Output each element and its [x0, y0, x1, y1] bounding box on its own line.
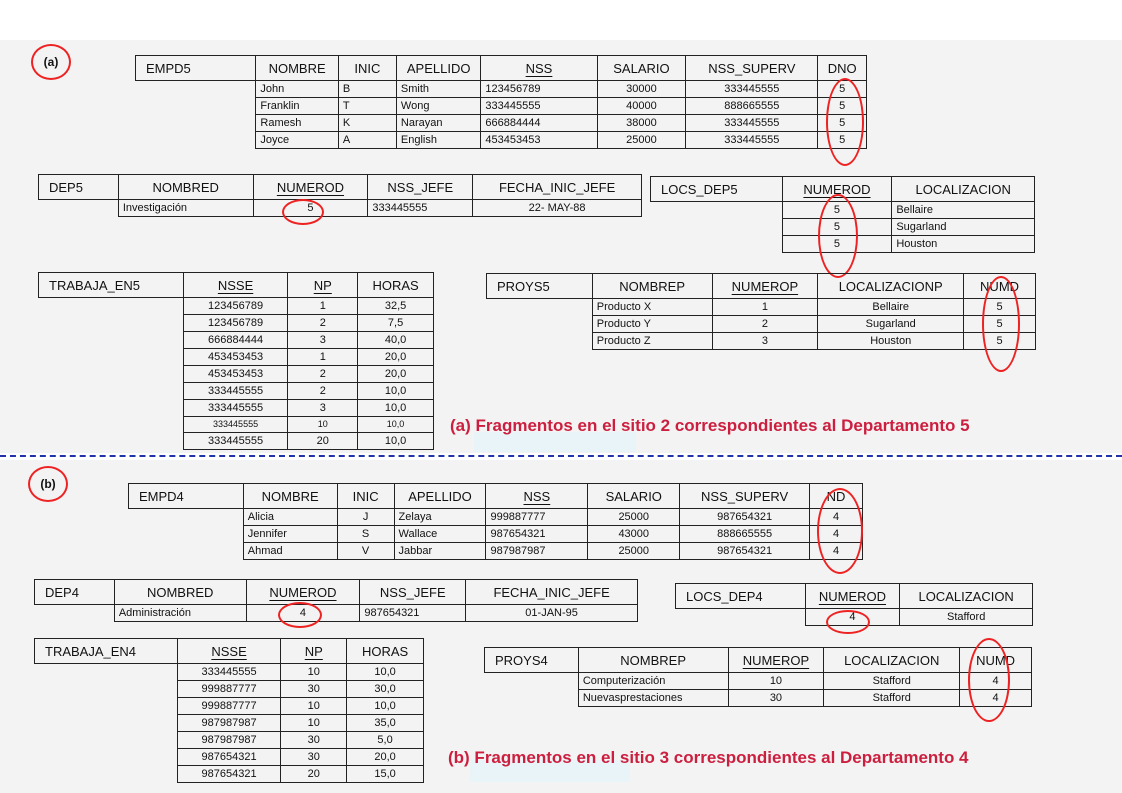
table-cell: Jabbar [394, 543, 486, 560]
column-header: ND [810, 484, 863, 509]
column-header: NUMD [964, 274, 1036, 299]
table-cell: 20,0 [358, 349, 434, 366]
table-cell: 3 [288, 400, 358, 417]
table-cell: Administración [114, 605, 246, 622]
column-header: FECHA_INIC_JEFE [466, 580, 638, 605]
column-header: APELLIDO [394, 484, 486, 509]
relation-name: EMPD4 [129, 484, 244, 509]
column-header: NSS_SUPERV [680, 484, 810, 509]
table-cell: 999887777 [177, 681, 281, 698]
table-row [35, 681, 424, 698]
relation-name: LOCS_DEP5 [651, 177, 783, 202]
table-cell: 333445555 [183, 400, 288, 417]
blank-cell [39, 298, 184, 315]
table-cell: 987654321 [177, 749, 281, 766]
table-cell: 4 [810, 543, 863, 560]
table-cell: 333445555 [177, 664, 281, 681]
table-cell: 5 [253, 200, 368, 217]
blank-cell [35, 664, 178, 681]
table-empd4 [128, 483, 863, 560]
column-header: NSS_SUPERV [686, 56, 818, 81]
table-cell: B [338, 81, 396, 98]
table-cell: 4 [960, 673, 1032, 690]
section-label-b: (b) [28, 466, 68, 502]
table-header [35, 639, 424, 664]
column-header: FECHA_INIC_JEFE [473, 175, 642, 200]
table-cell: 38000 [597, 115, 686, 132]
blank-cell [129, 526, 244, 543]
table-cell: 30 [281, 749, 347, 766]
blank-cell [676, 609, 806, 626]
table-cell: Producto Z [592, 333, 712, 350]
table-cell: 888665555 [680, 526, 810, 543]
table-cell: S [337, 526, 394, 543]
table-trabaja-en4 [34, 638, 424, 783]
table-cell: 5 [818, 115, 867, 132]
section-label-a: (a) [31, 44, 71, 80]
table-cell: 1 [712, 299, 818, 316]
table-cell: 1 [288, 349, 358, 366]
table-cell: Ahmad [243, 543, 337, 560]
blank-cell [487, 333, 593, 350]
table-cell: 5 [818, 81, 867, 98]
table-header [487, 274, 1036, 299]
table-cell: T [338, 98, 396, 115]
table-cell: Houston [892, 236, 1035, 253]
table-cell: 453453453 [481, 132, 597, 149]
table-cell: Franklin [256, 98, 338, 115]
table-cell: Houston [818, 333, 964, 350]
table-cell: 43000 [588, 526, 680, 543]
table-row [35, 766, 424, 783]
relation-name: EMPD5 [136, 56, 256, 81]
table-row [35, 664, 424, 681]
table-cell: 333445555 [686, 115, 818, 132]
blank-cell [487, 299, 593, 316]
table-header [39, 273, 434, 298]
column-header: SALARIO [588, 484, 680, 509]
column-header: LOCALIZACION [824, 648, 960, 673]
column-header: HORAS [358, 273, 434, 298]
table-row [129, 543, 863, 560]
blank-cell [35, 715, 178, 732]
blank-cell [136, 98, 256, 115]
table-cell: 20,0 [347, 749, 424, 766]
blank-cell [35, 766, 178, 783]
table-cell: 123456789 [183, 315, 288, 332]
table-row [35, 715, 424, 732]
blank-cell [35, 605, 115, 622]
table-row [39, 298, 434, 315]
relation-name: LOCS_DEP4 [676, 584, 806, 609]
column-header: NOMBREP [578, 648, 728, 673]
table-cell: 30 [728, 690, 824, 707]
column-header: NUMEROP [712, 274, 818, 299]
table-cell: 20,0 [358, 366, 434, 383]
table-header [136, 56, 867, 81]
table-cell: K [338, 115, 396, 132]
table-cell: 987654321 [360, 605, 466, 622]
column-header: NP [281, 639, 347, 664]
table-row [39, 200, 642, 217]
table-header [676, 584, 1033, 609]
table-cell: 10 [288, 417, 358, 433]
column-header: NOMBREP [592, 274, 712, 299]
column-header: LOCALIZACION [900, 584, 1033, 609]
table-header [35, 580, 638, 605]
table-row [39, 417, 434, 433]
column-header: NUMEROD [805, 584, 900, 609]
table-row [35, 732, 424, 749]
column-header: NSS_JEFE [368, 175, 473, 200]
blank-cell [39, 433, 184, 450]
table-cell: 5 [964, 316, 1036, 333]
table-row [136, 98, 867, 115]
table-row [129, 509, 863, 526]
table-header [129, 484, 863, 509]
table-cell: 5,0 [347, 732, 424, 749]
table-locs-dep5 [650, 176, 1035, 253]
table-cell: 40,0 [358, 332, 434, 349]
table-cell: 333445555 [686, 132, 818, 149]
table-cell: Sugarland [892, 219, 1035, 236]
column-header: NUMEROD [253, 175, 368, 200]
table-cell: Joyce [256, 132, 338, 149]
table-trabaja-en5 [38, 272, 434, 450]
column-header: NOMBRED [114, 580, 246, 605]
table-cell: 333445555 [481, 98, 597, 115]
relation-name: DEP4 [35, 580, 115, 605]
column-header: NOMBRED [118, 175, 253, 200]
table-cell: 666884444 [183, 332, 288, 349]
table-cell: 453453453 [183, 366, 288, 383]
blank-cell [129, 509, 244, 526]
table-cell: 999887777 [486, 509, 588, 526]
table-row [485, 673, 1032, 690]
table-row [35, 749, 424, 766]
table-row [35, 605, 638, 622]
blank-cell [39, 400, 184, 417]
table-cell: 32,5 [358, 298, 434, 315]
table-cell: 10,0 [358, 417, 434, 433]
table-cell: 10,0 [358, 433, 434, 450]
table-cell: 4 [810, 509, 863, 526]
table-cell: 22- MAY-88 [473, 200, 642, 217]
column-header: NUMEROP [728, 648, 824, 673]
table-cell: 30000 [597, 81, 686, 98]
table-cell: 20 [288, 433, 358, 450]
table-row [39, 383, 434, 400]
table-header [651, 177, 1035, 202]
table-cell: Jennifer [243, 526, 337, 543]
table-cell: 30 [281, 681, 347, 698]
table-cell: 10 [281, 715, 347, 732]
table-cell: 987654321 [680, 509, 810, 526]
column-header: NSS_JEFE [360, 580, 466, 605]
blank-cell [485, 673, 579, 690]
table-cell: 10 [281, 698, 347, 715]
table-row [39, 433, 434, 450]
table-row [39, 315, 434, 332]
table-row [485, 690, 1032, 707]
table-header [39, 175, 642, 200]
blank-cell [39, 383, 184, 400]
table-row [35, 698, 424, 715]
table-cell: 5 [818, 132, 867, 149]
table-row [136, 115, 867, 132]
table-dep4 [34, 579, 638, 622]
table-cell: 5 [782, 219, 892, 236]
column-header: NUMEROD [782, 177, 892, 202]
blank-cell [136, 115, 256, 132]
table-proys5 [486, 273, 1036, 350]
table-cell: 2 [288, 366, 358, 383]
blank-cell [39, 349, 184, 366]
table-cell: 987987987 [177, 715, 281, 732]
relation-name: DEP5 [39, 175, 119, 200]
column-header: SALARIO [597, 56, 686, 81]
table-cell: 10,0 [347, 664, 424, 681]
table-cell: Producto X [592, 299, 712, 316]
column-header: NOMBRE [243, 484, 337, 509]
table-cell: 5 [782, 236, 892, 253]
table-cell: 10 [728, 673, 824, 690]
table-cell: J [337, 509, 394, 526]
table-cell: 3 [712, 333, 818, 350]
blank-cell [39, 332, 184, 349]
table-cell: Nuevasprestaciones [578, 690, 728, 707]
column-header: NSS [486, 484, 588, 509]
table-cell: 10,0 [347, 698, 424, 715]
table-cell: 333445555 [368, 200, 473, 217]
table-cell: 30 [281, 732, 347, 749]
table-cell: 20 [281, 766, 347, 783]
table-cell: Wong [396, 98, 481, 115]
table-cell: Ramesh [256, 115, 338, 132]
table-row [487, 333, 1036, 350]
blank-cell [136, 132, 256, 149]
table-cell: 987654321 [177, 766, 281, 783]
table-cell: 4 [805, 609, 900, 626]
table-cell: 987987987 [177, 732, 281, 749]
column-header: NSSE [177, 639, 281, 664]
table-row [651, 202, 1035, 219]
table-cell: 987987987 [486, 543, 588, 560]
table-cell: 15,0 [347, 766, 424, 783]
table-cell: English [396, 132, 481, 149]
table-cell: V [337, 543, 394, 560]
table-cell: 4 [246, 605, 360, 622]
column-header: NP [288, 273, 358, 298]
table-cell: 01-JAN-95 [466, 605, 638, 622]
table-cell: 1 [288, 298, 358, 315]
blank-cell [129, 543, 244, 560]
table-header [485, 648, 1032, 673]
table-cell: Smith [396, 81, 481, 98]
table-row [651, 219, 1035, 236]
table-dep5 [38, 174, 642, 217]
table-empd5 [135, 55, 867, 149]
column-header: APELLIDO [396, 56, 481, 81]
table-cell: 7,5 [358, 315, 434, 332]
table-cell: 123456789 [183, 298, 288, 315]
table-row [487, 299, 1036, 316]
table-row [129, 526, 863, 543]
blank-cell [39, 417, 184, 433]
table-cell: 666884444 [481, 115, 597, 132]
blank-cell [39, 315, 184, 332]
table-cell: Wallace [394, 526, 486, 543]
table-cell: 333445555 [183, 433, 288, 450]
table-cell: 10 [281, 664, 347, 681]
table-row [136, 132, 867, 149]
table-cell: Bellaire [818, 299, 964, 316]
column-header: INIC [338, 56, 396, 81]
caption-site-3: (b) Fragmentos en el sitio 3 correspondientes al Departamento 4 [448, 748, 969, 767]
table-cell: Zelaya [394, 509, 486, 526]
blank-cell [39, 200, 119, 217]
table-cell: 453453453 [183, 349, 288, 366]
table-cell: Investigación [118, 200, 253, 217]
table-cell: Alicia [243, 509, 337, 526]
column-header: NSS [481, 56, 597, 81]
table-row [676, 609, 1033, 626]
table-locs-dep4 [675, 583, 1033, 626]
table-row [39, 349, 434, 366]
table-cell: Stafford [824, 673, 960, 690]
table-cell: Narayan [396, 115, 481, 132]
column-header: LOCALIZACIONP [818, 274, 964, 299]
table-cell: 987654321 [486, 526, 588, 543]
table-cell: 5 [964, 333, 1036, 350]
relation-name: PROYS5 [487, 274, 593, 299]
table-row [136, 81, 867, 98]
table-cell: 25000 [588, 509, 680, 526]
table-cell: 3 [288, 332, 358, 349]
table-cell: 123456789 [481, 81, 597, 98]
table-row [39, 400, 434, 417]
table-cell: Computerización [578, 673, 728, 690]
table-cell: John [256, 81, 338, 98]
table-cell: Producto Y [592, 316, 712, 333]
table-cell: A [338, 132, 396, 149]
blank-cell [136, 81, 256, 98]
column-header: NSSE [183, 273, 288, 298]
column-header: NOMBRE [256, 56, 338, 81]
table-row [39, 332, 434, 349]
column-header: HORAS [347, 639, 424, 664]
relation-name: PROYS4 [485, 648, 579, 673]
blank-cell [487, 316, 593, 333]
table-cell: 333445555 [686, 81, 818, 98]
table-cell: 2 [288, 383, 358, 400]
table-cell: 10,0 [358, 383, 434, 400]
blank-cell [485, 690, 579, 707]
table-cell: 25000 [588, 543, 680, 560]
blank-cell [651, 202, 783, 219]
relation-name: TRABAJA_EN4 [35, 639, 178, 664]
table-cell: Stafford [900, 609, 1033, 626]
section-divider [0, 455, 1122, 457]
table-cell: 4 [960, 690, 1032, 707]
table-cell: 333445555 [183, 417, 288, 433]
column-header: NUMD [960, 648, 1032, 673]
table-cell: 999887777 [177, 698, 281, 715]
table-cell: Sugarland [818, 316, 964, 333]
blank-cell [35, 749, 178, 766]
column-header: NUMEROD [246, 580, 360, 605]
blank-cell [35, 681, 178, 698]
table-row [39, 366, 434, 383]
blank-cell [651, 219, 783, 236]
table-row [487, 316, 1036, 333]
table-cell: 30,0 [347, 681, 424, 698]
table-cell: 5 [818, 98, 867, 115]
relation-name: TRABAJA_EN5 [39, 273, 184, 298]
blank-cell [39, 366, 184, 383]
blank-cell [35, 698, 178, 715]
caption-site-2: (a) Fragmentos en el sitio 2 correspondientes al Departamento 5 [450, 416, 970, 435]
table-cell: Bellaire [892, 202, 1035, 219]
table-cell: 10,0 [358, 400, 434, 417]
column-header: DNO [818, 56, 867, 81]
blank-cell [651, 236, 783, 253]
table-cell: 40000 [597, 98, 686, 115]
table-cell: 5 [782, 202, 892, 219]
blank-cell [35, 732, 178, 749]
table-cell: 2 [712, 316, 818, 333]
table-cell: 2 [288, 315, 358, 332]
table-cell: Stafford [824, 690, 960, 707]
table-cell: 987654321 [680, 543, 810, 560]
column-header: INIC [337, 484, 394, 509]
table-cell: 35,0 [347, 715, 424, 732]
table-cell: 5 [964, 299, 1036, 316]
table-cell: 4 [810, 526, 863, 543]
table-proys4 [484, 647, 1032, 707]
column-header: LOCALIZACION [892, 177, 1035, 202]
table-row [651, 236, 1035, 253]
table-cell: 888665555 [686, 98, 818, 115]
table-cell: 25000 [597, 132, 686, 149]
table-cell: 333445555 [183, 383, 288, 400]
